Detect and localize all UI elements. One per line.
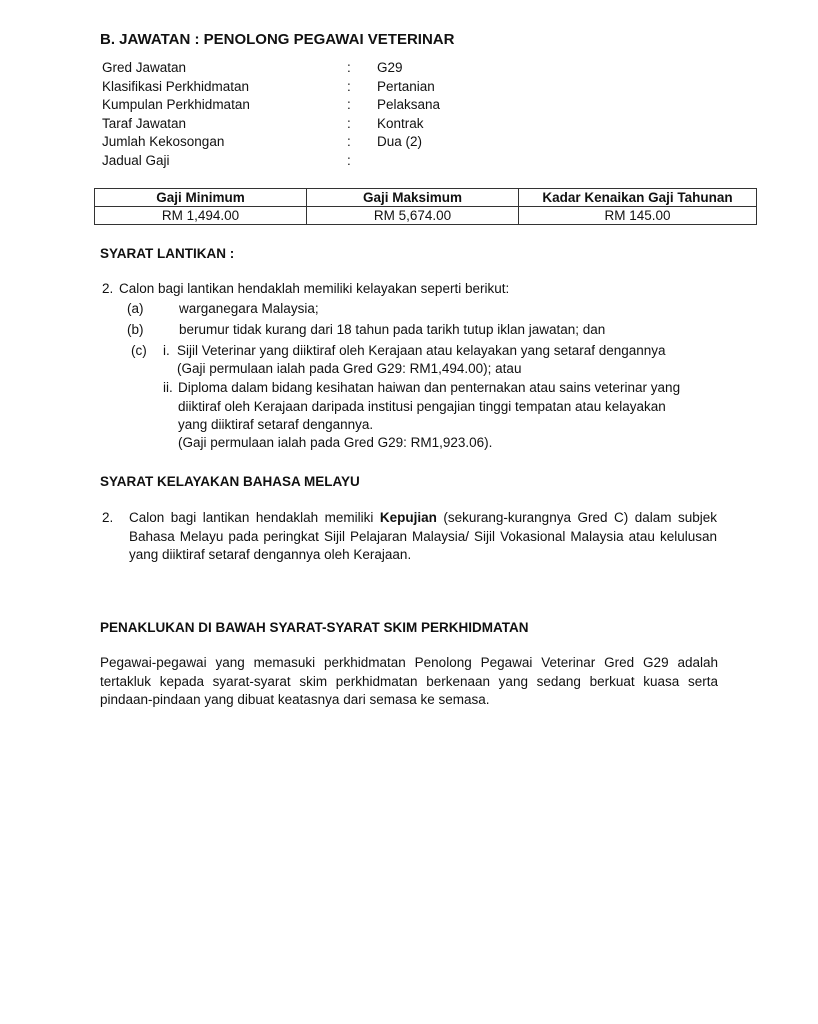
item-c-ii-line3: yang diiktiraf setaraf dengannya. <box>178 417 374 432</box>
item-c-i-line2: (Gaji permulaan ialah pada Gred G29: RM1,494.00); atau <box>177 361 522 376</box>
info-colon: : <box>347 78 351 94</box>
item-a-marker: (a) <box>127 301 144 316</box>
item-a-text: warganegara Malaysia; <box>179 301 319 316</box>
info-label: Jadual Gaji <box>102 152 170 168</box>
item-c-i-line1: Sijil Veterinar yang diiktiraf oleh Kerajaan atau kelayakan yang setaraf dengannya <box>177 343 666 358</box>
lantikan-number: 2. <box>102 281 114 296</box>
syarat-bahasa-heading: SYARAT KELAYAKAN BAHASA MELAYU <box>100 474 360 489</box>
item-c-marker: (c) <box>131 343 147 358</box>
salary-table <box>94 188 757 225</box>
penaklukan-heading: PENAKLUKAN DI BAWAH SYARAT-SYARAT SKIM PERKHIDMATAN <box>100 620 529 635</box>
item-c-ii-line1: Diploma dalam bidang kesihatan haiwan dan penternakan atau sains veterinar yang <box>178 380 681 395</box>
item-b-text: berumur tidak kurang dari 18 tahun pada tarikh tutup iklan jawatan; dan <box>179 322 606 337</box>
job-info-table <box>102 59 497 170</box>
item-c-ii-line2: diiktiraf oleh Kerajaan daripada institusi pengajian tinggi tempatan atau kelayakan <box>178 399 666 414</box>
info-row <box>102 133 497 152</box>
salary-maximum: RM 5,674.00 <box>307 207 519 225</box>
info-colon: : <box>347 134 351 149</box>
info-row <box>102 59 497 78</box>
item-c-ii-line4: (Gaji permulaan ialah pada Gred G29: RM1,923.06). <box>178 435 493 450</box>
syarat-lantikan-heading: SYARAT LANTIKAN : <box>100 246 235 261</box>
item-c-i-marker: i. <box>163 343 170 358</box>
info-value: G29 <box>377 60 403 75</box>
info-label: Klasifikasi Perkhidmatan <box>102 78 250 94</box>
bahasa-text-bold: Kepujian <box>379 510 437 525</box>
salary-row <box>95 207 757 225</box>
bahasa-paragraph <box>129 509 717 565</box>
info-value: Pelaksana <box>377 97 441 112</box>
salary-header-minimum: Gaji Minimum <box>95 189 307 207</box>
info-value: Pertanian <box>377 78 435 94</box>
info-colon: : <box>347 152 351 168</box>
bahasa-text-before: Calon bagi lantikan hendaklah memiliki <box>129 510 380 525</box>
penaklukan-paragraph: Pegawai-pegawai yang memasuki perkhidmatan Penolong Pegawai Veterinar Gred G29 adalah tertakluk kepada syarat-syarat skim perkhidmatan berkenaan yang sedang berkuat kuasa serta pindaan-pindaan yang dibuat keatasnya dari semasa ke semasa. <box>100 655 718 707</box>
item-c-ii-marker: ii. <box>163 380 173 395</box>
info-value: Kontrak <box>377 115 424 131</box>
salary-header-maximum: Gaji Maksimum <box>307 189 519 207</box>
info-label: Kumpulan Perkhidmatan <box>102 97 250 112</box>
info-row <box>102 96 497 115</box>
info-colon: : <box>347 60 351 75</box>
info-label: Taraf Jawatan <box>102 115 187 131</box>
salary-header-increment: Kadar Kenaikan Gaji Tahunan <box>519 189 757 207</box>
info-value: Dua (2) <box>377 134 423 149</box>
salary-minimum: RM 1,494.00 <box>95 207 307 225</box>
bahasa-number: 2. <box>102 510 114 525</box>
info-value <box>377 152 497 171</box>
info-row <box>102 152 497 171</box>
info-row <box>102 115 497 134</box>
info-label: Gred Jawatan <box>102 60 187 75</box>
lantikan-intro: Calon bagi lantikan hendaklah memiliki kelayakan seperti berikut: <box>119 281 510 296</box>
info-colon: : <box>347 97 351 112</box>
salary-increment: RM 145.00 <box>519 207 757 225</box>
info-label: Jumlah Kekosongan <box>102 134 225 149</box>
section-title: B. JAWATAN : PENOLONG PEGAWAI VETERINAR <box>100 31 455 48</box>
bahasa-text-after: (sekurang-kurangnya Gred C) dalam subjek Bahasa Melayu pada peringkat Sijil Pelajaran Malaysia/ Sijil Vokasional Malaysia atau kelulusan yang diiktiraf setaraf dengannya oleh Kerajaan. <box>129 510 717 562</box>
info-colon: : <box>347 115 351 131</box>
item-b-marker: (b) <box>127 322 144 337</box>
salary-header-row <box>95 189 757 207</box>
info-row <box>102 78 497 97</box>
